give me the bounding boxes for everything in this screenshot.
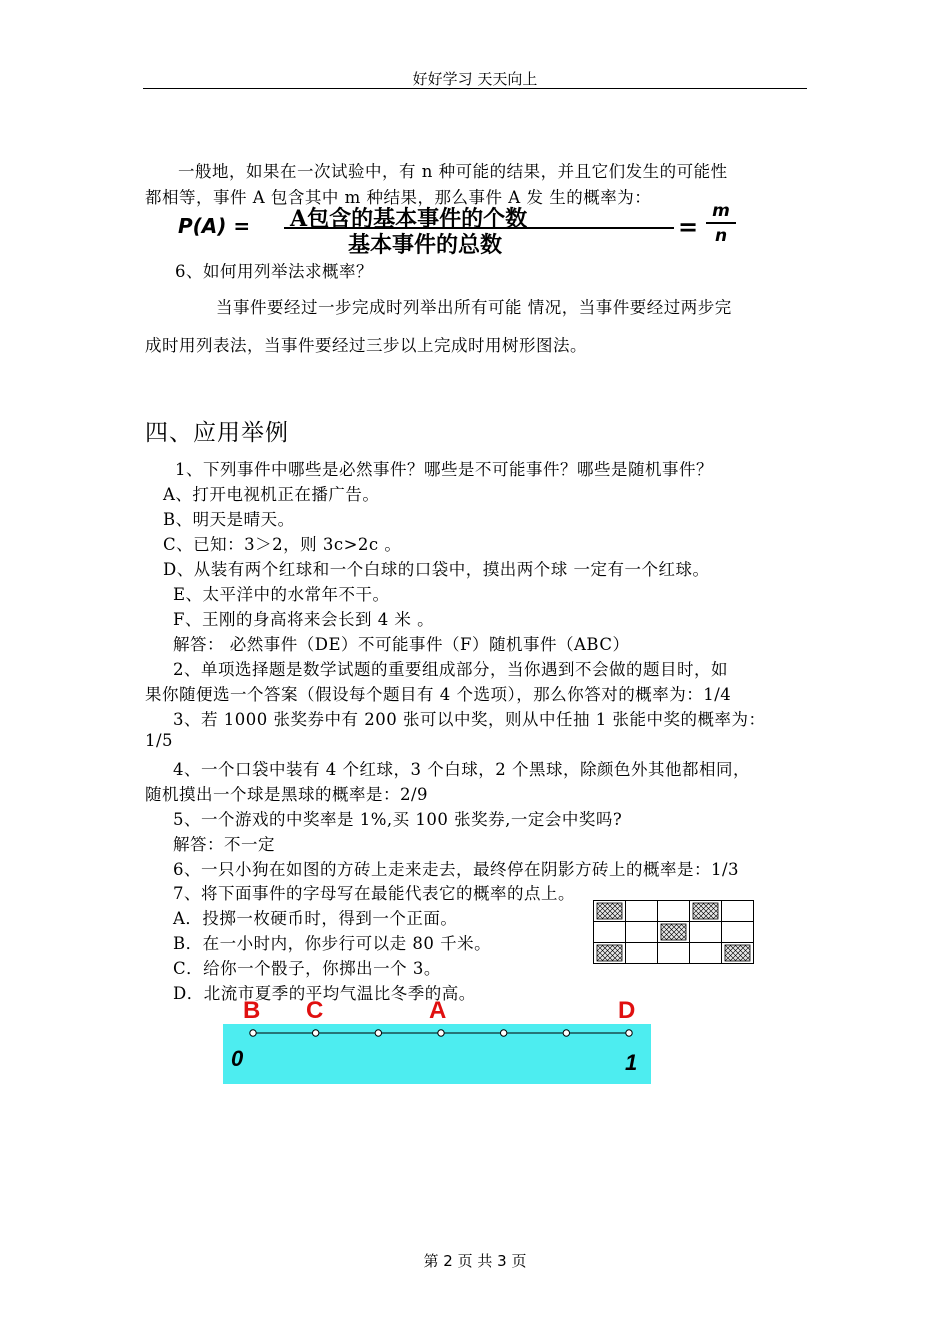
label-d: D	[618, 997, 636, 1024]
shaded-tile	[722, 943, 754, 964]
shaded-tile	[594, 943, 626, 964]
label-b: B	[243, 997, 261, 1024]
tile	[626, 901, 658, 922]
formula-m: m	[712, 201, 730, 221]
tile-grid	[593, 900, 754, 964]
example-line: 1、下列事件中哪些是必然事件？哪些是不可能事件？哪些是随机事件？	[175, 460, 713, 479]
number-line	[223, 996, 651, 1086]
shaded-tile	[594, 901, 626, 922]
formula-n: n	[714, 226, 728, 246]
q6-title: 6、如何用列举法求概率？	[175, 262, 373, 281]
tile-row	[594, 922, 754, 943]
tile	[690, 922, 722, 943]
page-header: 好好学习 天天向上	[412, 70, 538, 88]
tile	[722, 901, 754, 922]
probability-formula	[178, 200, 738, 256]
example-line: 解答： 必然事件（DE）不可能事件（F）随机事件（ABC）	[173, 635, 630, 654]
q6-line-1: 当事件要经过一步完成时列举出所有可能 情况，当事件要经过两步完	[216, 298, 732, 317]
example-line: 果你随便选一个答案（假设每个题目有 4 个选项），那么你答对的概率为：1/4	[145, 685, 732, 704]
header-rule	[143, 88, 807, 89]
label-one: 1	[625, 1050, 638, 1075]
label-c: C	[306, 997, 324, 1024]
example-line: A、打开电视机正在播广告。	[163, 485, 380, 504]
tile	[722, 922, 754, 943]
formula-m-over-n	[706, 200, 736, 248]
tile-row	[594, 901, 754, 922]
number-line-point	[626, 1030, 632, 1036]
example-line: 3、若 1000 张奖券中有 200 张可以中奖，则从中任抽 1 张能中奖的概率为：	[173, 710, 766, 729]
tile	[658, 901, 690, 922]
example-line: 1/5	[145, 731, 174, 750]
example-line: 解答：不一定	[173, 835, 275, 854]
example-line: C．给你一个骰子，你掷出一个 3。	[173, 959, 441, 978]
formula-denominator: 基本事件的总数	[348, 232, 503, 258]
intro-line-2: 都相等，事件 A 包含其中 m 种结果，那么事件 A 发 生的概率为：	[145, 188, 652, 207]
number-line-point	[500, 1030, 506, 1036]
tile	[594, 922, 626, 943]
tile-table	[593, 900, 754, 964]
tile	[626, 922, 658, 943]
formula-equals: =	[678, 212, 699, 241]
number-line-point	[250, 1030, 256, 1036]
q6-line-2: 成时用列表法，当事件要经过三步以上完成时用树形图法。	[145, 336, 587, 355]
example-line: 4、一个口袋中装有 4 个红球，3 个白球，2 个黑球，除颜色外其他都相同，	[173, 760, 750, 779]
tile	[658, 943, 690, 964]
section-title: 四、应用举例	[145, 420, 289, 446]
example-line: 7、将下面事件的字母写在最能代表它的概率的点上。	[173, 884, 575, 903]
example-line: C、已知：3＞2，则 3c>2c 。	[163, 535, 402, 554]
tile	[690, 943, 722, 964]
example-line: 2、单项选择题是数学试题的重要组成部分，当你遇到不会做的题目时，如	[173, 660, 728, 679]
label-zero: 0	[231, 1046, 244, 1071]
example-line: A．投掷一枚硬币时，得到一个正面。	[173, 909, 458, 928]
intro-line-1: 一般地，如果在一次试验中，有 n 种可能的结果，并且它们发生的可能性	[178, 162, 728, 181]
example-line: E、太平洋中的水常年不干。	[173, 585, 390, 604]
formula-lhs: P(A) =	[178, 214, 251, 238]
number-line-point	[312, 1030, 318, 1036]
example-line: D．北流市夏季的平均气温比冬季的高。	[173, 984, 476, 1003]
tile	[626, 943, 658, 964]
tile-row	[594, 943, 754, 964]
page-footer: 第 2 页 共 3 页	[423, 1252, 527, 1270]
shaded-tile	[658, 922, 690, 943]
example-line: 随机摸出一个球是黑球的概率是：2/9	[145, 785, 429, 804]
example-line: F、王刚的身高将来会长到 4 米 。	[173, 610, 435, 629]
example-line: B、明天是晴天。	[163, 510, 295, 529]
example-line: 6、一只小狗在如图的方砖上走来走去，最终停在阴影方砖上的概率是：1/3	[173, 860, 740, 879]
label-a: A	[429, 997, 447, 1024]
number-line-point	[438, 1030, 444, 1036]
example-line: D、从装有两个红球和一个白球的口袋中，摸出两个球 一定有一个红球。	[163, 560, 710, 579]
shaded-tile	[690, 901, 722, 922]
number-line-point	[375, 1030, 381, 1036]
example-line: B．在一小时内，你步行可以走 80 千米。	[173, 934, 492, 953]
number-line-point	[563, 1030, 569, 1036]
formula-numerator: A包含的基本事件的个数	[290, 206, 528, 232]
example-line: 5、一个游戏的中奖率是 1%,买 100 张奖券,一定会中奖吗?	[173, 810, 623, 829]
